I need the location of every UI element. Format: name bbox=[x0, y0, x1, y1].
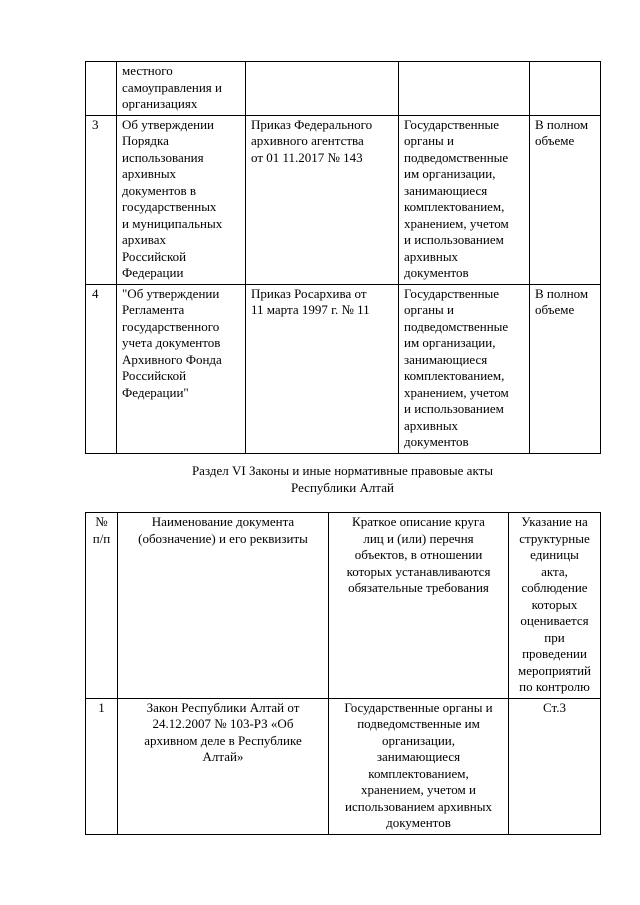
row-number: 1 bbox=[86, 698, 118, 834]
scope: В полном объеме bbox=[530, 284, 601, 453]
header-number: № п/п bbox=[86, 513, 118, 699]
document-basis bbox=[246, 62, 399, 116]
scope bbox=[530, 62, 601, 116]
document-basis: Приказ Росархива от 11 марта 1997 г. № 11 bbox=[246, 284, 399, 453]
row-number: 4 bbox=[86, 284, 117, 453]
header-document-name: Наименование документа (обозначение) и его реквизиты bbox=[118, 513, 329, 699]
header-structural-units: Указание на структурные единицы акта, соблюдение которых оценивается при проведении мероприятий по контролю bbox=[509, 513, 601, 699]
table-row bbox=[86, 284, 601, 453]
subjects-description bbox=[399, 62, 530, 116]
subjects-description: Государственные органы и подведомственные им организации, занимающиеся комплектованием, хранением, учетом и использованием архивных документов bbox=[399, 284, 530, 453]
header-description: Краткое описание круга лиц и (или) перечня объектов, в отношении которых устанавливаются обязательные требования bbox=[329, 513, 509, 699]
table-row bbox=[86, 115, 601, 284]
document-name: местного самоуправления и организациях bbox=[117, 62, 246, 116]
section-heading: Раздел VI Законы и иные нормативные правовые акты Республики Алтай bbox=[191, 463, 494, 495]
subjects-description: Государственные органы и подведомственные им организации, занимающиеся комплектованием, хранением, учетом и использованием архивных документов bbox=[329, 698, 509, 834]
regional-laws-table bbox=[85, 512, 601, 835]
document-name: "Об утверждении Регламента государственного учета документов Архивного Фонда Российской Федерации" bbox=[117, 284, 246, 453]
row-number bbox=[86, 62, 117, 116]
document-basis: Приказ Федерального архивного агентства от 01 11.2017 № 143 bbox=[246, 115, 399, 284]
table-header-row bbox=[86, 513, 601, 699]
table-row bbox=[86, 62, 601, 116]
structural-units: Ст.3 bbox=[509, 698, 601, 834]
scope: В полном объеме bbox=[530, 115, 601, 284]
document-name: Об утверждении Порядка использования архивных документов в государственных и муниципальных архивах Российской Федерации bbox=[117, 115, 246, 284]
subjects-description: Государственные органы и подведомственные им организации, занимающиеся комплектованием, хранением, учетом и использованием архивных документов bbox=[399, 115, 530, 284]
table-row bbox=[86, 698, 601, 834]
requirements-table-continued bbox=[85, 61, 601, 454]
row-number: 3 bbox=[86, 115, 117, 284]
document-name: Закон Республики Алтай от 24.12.2007 № 103-РЗ «Об архивном деле в Республике Алтай» bbox=[118, 698, 329, 834]
